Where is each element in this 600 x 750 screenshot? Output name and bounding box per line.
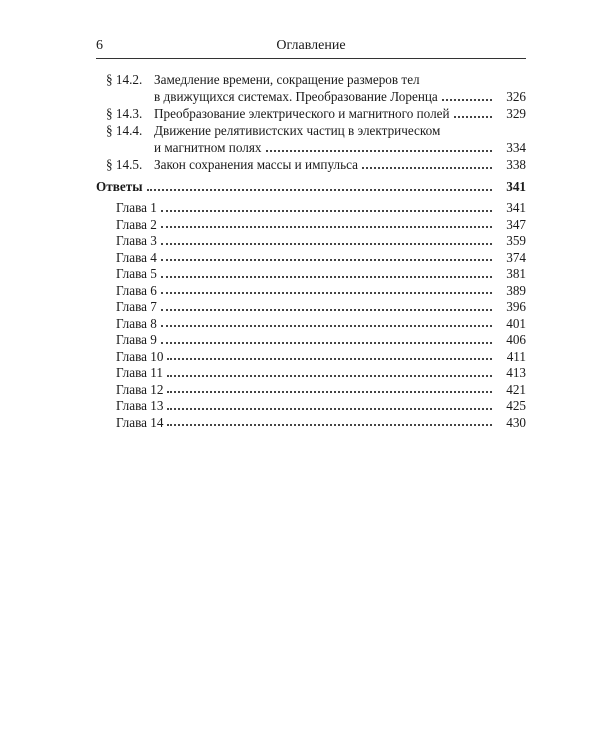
leader-dots — [362, 166, 492, 169]
leader-dots — [161, 225, 492, 228]
chapter-page: 401 — [506, 315, 526, 331]
toc-section-entry[interactable] — [96, 156, 526, 173]
chapter-label: Глава 4 — [116, 249, 157, 265]
section-title — [154, 71, 526, 105]
chapter-page: 430 — [506, 414, 526, 430]
toc-section-entry[interactable] — [96, 122, 526, 156]
leader-dots — [161, 275, 492, 278]
chapter-page: 425 — [506, 398, 526, 413]
section-title-line: Замедление времени, сокращение размеров тел — [154, 72, 420, 87]
chapter-label: Глава 7 — [116, 299, 157, 314]
chapter-label: Глава 1 — [116, 200, 157, 215]
chapter-entry[interactable] — [96, 232, 526, 249]
leader-dots — [161, 324, 492, 327]
section-title-line: Движение релятивистских частиц в электрическом — [154, 123, 441, 138]
running-title: Оглавление — [276, 38, 346, 53]
chapter-label: Глава 14 — [116, 414, 164, 430]
chapter-page: 406 — [506, 332, 526, 347]
chapter-label: Глава 5 — [116, 266, 157, 281]
chapter-label: Глава 3 — [116, 233, 157, 248]
section-title-line: Преобразование электрического и магнитного полей — [154, 106, 450, 121]
answers-label: Ответы — [96, 179, 143, 194]
page-number: 6 — [96, 38, 103, 53]
chapter-label: Глава 12 — [116, 381, 164, 397]
section-title — [154, 105, 526, 122]
chapter-label: Глава 2 — [116, 216, 157, 232]
chapter-list — [96, 199, 526, 430]
section-title-line: и магнитном полях — [154, 140, 262, 155]
leader-dots — [161, 341, 492, 344]
page-header — [96, 38, 526, 58]
toc-section-entry[interactable] — [96, 71, 526, 105]
chapter-page: 381 — [506, 266, 526, 281]
chapter-entry[interactable] — [96, 298, 526, 315]
chapter-entry[interactable] — [96, 282, 526, 299]
section-title — [154, 156, 526, 173]
leader-dots — [167, 390, 492, 393]
toc-section-entry[interactable] — [96, 105, 526, 122]
section-number: § 14.4. — [106, 123, 143, 138]
leader-dots — [167, 357, 492, 360]
chapter-entry[interactable] — [96, 414, 526, 431]
section-page: 329 — [506, 106, 526, 121]
chapter-entry[interactable] — [96, 315, 526, 332]
chapter-page: 389 — [506, 282, 526, 298]
chapter-entry[interactable] — [96, 348, 526, 365]
table-of-contents — [96, 71, 526, 430]
section-title-line: в движущихся системах. Преобразование Лоренца — [154, 89, 438, 104]
chapter-entry[interactable] — [96, 364, 526, 381]
section-number: § 14.2. — [106, 72, 143, 87]
answers-entry[interactable] — [96, 178, 526, 195]
chapter-label: Глава 10 — [116, 348, 164, 364]
chapter-entry[interactable] — [96, 381, 526, 398]
chapter-page: 411 — [506, 348, 526, 364]
chapter-page: 341 — [506, 200, 526, 215]
section-title-line: Закон сохранения массы и импульса — [154, 157, 358, 172]
chapter-entry[interactable] — [96, 265, 526, 282]
chapter-label: Глава 13 — [116, 398, 164, 413]
section-list — [96, 71, 526, 173]
chapter-page: 396 — [506, 299, 526, 314]
leader-dots — [454, 115, 492, 118]
chapter-entry[interactable] — [96, 216, 526, 233]
section-number: § 14.5. — [106, 157, 143, 172]
chapter-entry[interactable] — [96, 199, 526, 216]
section-page: 338 — [506, 157, 526, 172]
section-title — [154, 122, 526, 156]
leader-dots — [167, 374, 492, 377]
chapter-page: 374 — [506, 249, 526, 265]
header-rule — [96, 58, 526, 59]
chapter-label: Глава 8 — [116, 315, 157, 331]
chapter-entry[interactable] — [96, 331, 526, 348]
section-page: 326 — [506, 89, 526, 104]
leader-dots — [161, 242, 492, 245]
chapter-label: Глава 11 — [116, 365, 163, 380]
leader-dots — [161, 258, 492, 261]
leader-dots — [147, 188, 493, 191]
leader-dots — [167, 407, 492, 410]
leader-dots — [161, 291, 492, 294]
answers-page: 341 — [506, 179, 526, 194]
chapter-entry[interactable] — [96, 397, 526, 414]
leader-dots — [442, 98, 492, 101]
chapter-label: Глава 9 — [116, 332, 157, 347]
section-number: § 14.3. — [106, 106, 143, 121]
leader-dots — [161, 209, 492, 212]
chapter-label: Глава 6 — [116, 282, 157, 298]
chapter-entry[interactable] — [96, 249, 526, 266]
chapter-page: 413 — [506, 365, 526, 380]
chapter-page: 347 — [506, 216, 526, 232]
chapter-page: 421 — [506, 381, 526, 397]
chapter-page: 359 — [506, 233, 526, 248]
leader-dots — [167, 423, 492, 426]
leader-dots — [266, 149, 492, 152]
leader-dots — [161, 308, 492, 311]
section-page: 334 — [506, 140, 526, 155]
